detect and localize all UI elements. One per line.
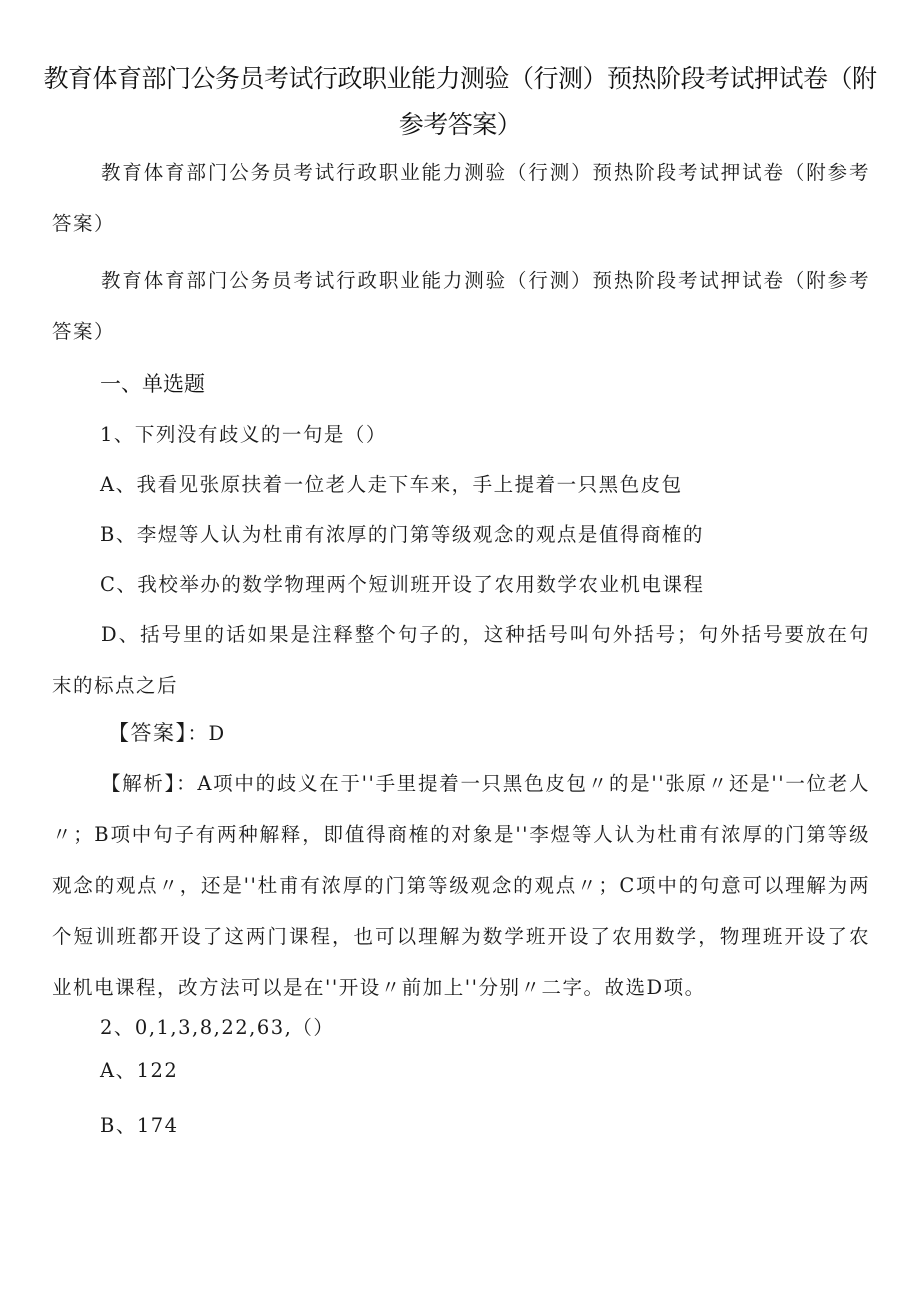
- question-1-option-b: B、李煜等人认为杜甫有浓厚的门第等级观念的观点是值得商榷的: [100, 523, 704, 546]
- question-1-stem: 1、下列没有歧义的一句是（）: [100, 423, 387, 446]
- answer-label: 【答案】: [108, 721, 188, 745]
- question-1-analysis: [52, 758, 870, 1013]
- question-1-option-d: D、括号里的话如果是注释整个句子的，这种括号叫句外括号；句外括号要放在句末的标点之后: [52, 623, 870, 697]
- question-1-option-c: C、我校举办的数学物理两个短训班开设了农用数学农业机电课程: [100, 573, 705, 596]
- question-1-answer: [108, 708, 878, 759]
- subtitle-paragraph-2: 教育体育部门公务员考试行政职业能力测验（行测）预热阶段考试押试卷（附参考答案）: [52, 269, 870, 343]
- section-heading: 一、单选题: [100, 372, 205, 396]
- question-1-option-a: A、我看见张原扶着一位老人走下车来，手上提着一只黑色皮包: [100, 473, 683, 496]
- document-title: 教育体育部门公务员考试行政职业能力测验（行测）预热阶段考试押试卷（附参考答案）: [43, 64, 877, 139]
- answer-value: ：D: [187, 722, 226, 745]
- subtitle-paragraph-1: 教育体育部门公务员考试行政职业能力测验（行测）预热阶段考试押试卷（附参考答案）: [52, 161, 870, 235]
- question-2-stem: 2、0,1,3,8,22,63,（）: [100, 1016, 335, 1039]
- analysis-text: ：A项中的歧义在于''手里提着一只黑色皮包〃的是''张原〃还是''一位老人〃；B项中句子有两种解释，即值得商榷的对象是''李煜等人认为杜甫有浓厚的门第等级观念的观点〃，还是''杜甫有浓厚的门第等级观念的观点〃；C项中的句意可以理解为两个短训班都开设了这两门课程，也可以理解为数学班开设了农用数学，物理班开设了农业机电课程，改方法可以是在''开设〃前加上''分别〃二字。故选D项。: [52, 772, 870, 999]
- question-2-option-b: B、174: [100, 1114, 179, 1137]
- analysis-label: 【解析】: [101, 772, 177, 795]
- question-2-option-a: A、122: [100, 1059, 179, 1082]
